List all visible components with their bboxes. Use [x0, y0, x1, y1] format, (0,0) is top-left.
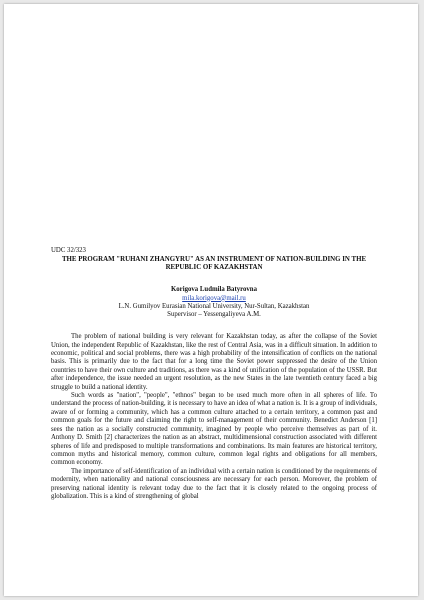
document-page [4, 4, 418, 596]
body-text [51, 333, 377, 501]
supervisor-line: Supervisor – Yessengaliyeva A.M. [167, 311, 261, 319]
paragraph: The importance of self-identification of an individual with a certain nation is conditioned by the requirements of modernity, when nationality and national consciousness are necessary for each person. Moreover, the problem of preserving national identity is relevant today due to the fact that it is closely related to the ongoing process of globalization. This is a kind of strengthening of global [51, 467, 377, 500]
paper-title: THE PROGRAM "RUHANI ZHANGYRU" AS AN INSTRUMENT OF NATION-BUILDING IN THE REPUBLIC OF KAZAKHSTAN [61, 256, 367, 272]
author-name: Korigova Ludmila Batyrovna [171, 286, 257, 294]
author-block [51, 286, 377, 319]
page-content [51, 247, 377, 501]
paragraph: Such words as "nation", "people", "ethnos" began to be used much more often in all spheres of life. To understand the process of nation-building, it is necessary to have an idea of what a nation is. It is a group of individuals, aware of or forming a community, which has a common culture attached to a certain territory, a common past and common goals for the future and claiming the right to self-management of their community. Benedict Anderson [1] sees the nation as a socially constructed community, imagined by people who perceive themselves as part of it. Anthony D. Smith [2] characterizes the nation as an abstract, multidimensional construction associated with different spheres of life and predisposed to multiple transformations and combinations. Its main features are historical territory, common myths and historical memory, common culture, common legal rights and obligations for all members, common economy. [51, 392, 377, 467]
udc-code: UDC 32/323 [51, 247, 86, 254]
paragraph: The problem of national building is very relevant for Kazakhstan today, as after the collapse of the Soviet Union, the independent Republic of Kazakhstan, like the rest of Central Asia, was in a difficult situation. In addition to economic, political and social problems, there was a high probability of the intensification of conflicts on the national basis. This is primarily due to the fact that for a long time the Soviet power suppressed the desire of the Union countries to have their own culture and traditions, as there was a kind of unification of the population of the USSR. But after independence, the issue needed an urgent resolution, as the new States in the late twentieth century faced a big struggle to build a national identity. [51, 333, 377, 391]
author-email-link[interactable]: mila.korigova@mail.ru [182, 294, 246, 302]
author-affiliation: L.N. Gumilyov Eurasian National University, Nur-Sultan, Kazakhstan [118, 302, 310, 310]
